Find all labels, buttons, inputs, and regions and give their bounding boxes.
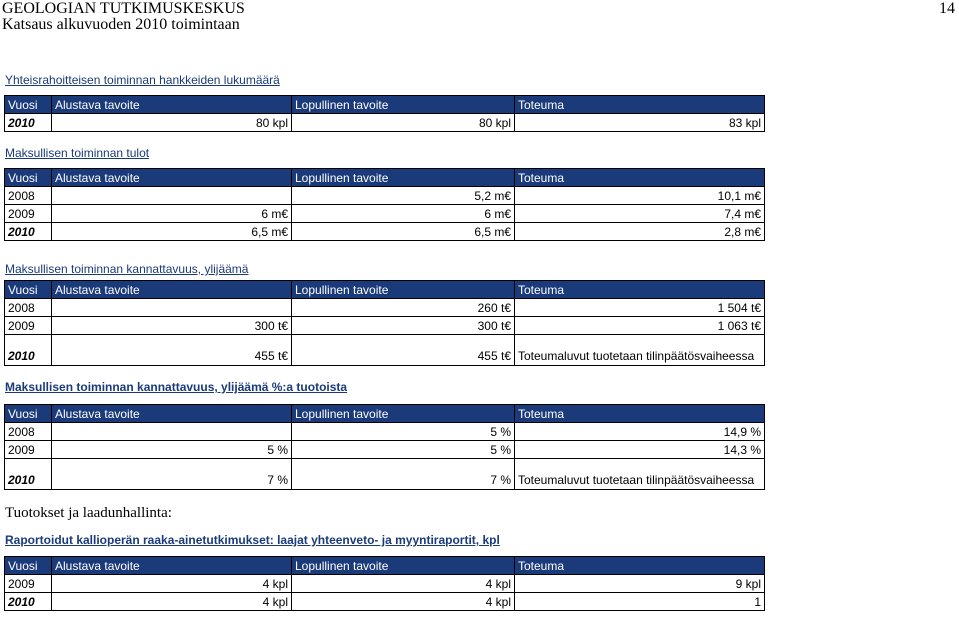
cell-initial: 300 t€ <box>52 317 292 335</box>
table-row <box>5 187 765 205</box>
table-header-row <box>5 281 765 299</box>
table-joint-funded <box>4 95 765 132</box>
table-header-row <box>5 96 765 114</box>
section-title-profitability-percent: Maksullisen toiminnan kannattavuus, ylijäämä %:a tuotoista <box>5 380 348 394</box>
col-final-target: Lopullinen tavoite <box>292 96 515 114</box>
col-initial-target: Alustava tavoite <box>52 405 292 423</box>
col-initial-target: Alustava tavoite <box>52 169 292 187</box>
cell-final: 7 % <box>292 459 515 490</box>
cell-initial <box>52 423 292 441</box>
table-row <box>5 441 765 459</box>
col-initial-target: Alustava tavoite <box>52 557 292 575</box>
col-year: Vuosi <box>5 557 52 575</box>
table-profitability <box>4 280 765 366</box>
cell-final: 80 kpl <box>292 114 515 132</box>
cell-initial: 5 % <box>52 441 292 459</box>
table-row <box>5 335 765 366</box>
cell-actual-note: Toteumaluvut tuotetaan tilinpäätösvaiheessa <box>515 459 765 490</box>
cell-actual: 7,4 m€ <box>515 205 765 223</box>
table-row <box>5 459 765 490</box>
table-bedrock-reports <box>4 556 765 611</box>
cell-year: 2010 <box>5 459 52 490</box>
cell-year: 2008 <box>5 423 52 441</box>
cell-actual: 1 504 t€ <box>515 299 765 317</box>
section-title-revenue: Maksullisen toiminnan tulot <box>5 146 150 160</box>
cell-final: 4 kpl <box>292 593 515 611</box>
cell-year: 2009 <box>5 575 52 593</box>
cell-initial: 4 kpl <box>52 593 292 611</box>
cell-final: 5,2 m€ <box>292 187 515 205</box>
cell-actual: 2,8 m€ <box>515 223 765 241</box>
cell-final: 5 % <box>292 441 515 459</box>
cell-year: 2008 <box>5 187 52 205</box>
cell-year: 2010 <box>5 335 52 366</box>
cell-final: 260 t€ <box>292 299 515 317</box>
organization-name: GEOLOGIAN TUTKIMUSKESKUS <box>2 0 245 17</box>
cell-actual-note: Toteumaluvut tuotetaan tilinpäätösvaiheessa <box>515 335 765 366</box>
table-row <box>5 223 765 241</box>
cell-actual: 83 kpl <box>515 114 765 132</box>
table-row <box>5 423 765 441</box>
cell-year: 2010 <box>5 223 52 241</box>
col-actual: Toteuma <box>515 96 765 114</box>
cell-year: 2009 <box>5 205 52 223</box>
cell-final: 300 t€ <box>292 317 515 335</box>
col-year: Vuosi <box>5 169 52 187</box>
outputs-quality-heading: Tuotokset ja laadunhallinta: <box>5 505 172 521</box>
col-year: Vuosi <box>5 96 52 114</box>
cell-year: 2010 <box>5 593 52 611</box>
cell-actual: 9 kpl <box>515 575 765 593</box>
cell-final: 6,5 m€ <box>292 223 515 241</box>
col-final-target: Lopullinen tavoite <box>292 169 515 187</box>
col-final-target: Lopullinen tavoite <box>292 557 515 575</box>
cell-final: 455 t€ <box>292 335 515 366</box>
col-actual: Toteuma <box>515 557 765 575</box>
cell-actual: 1 063 t€ <box>515 317 765 335</box>
cell-initial: 6,5 m€ <box>52 223 292 241</box>
table-row <box>5 575 765 593</box>
cell-initial: 6 m€ <box>52 205 292 223</box>
cell-initial: 455 t€ <box>52 335 292 366</box>
cell-final: 5 % <box>292 423 515 441</box>
cell-actual: 1 <box>515 593 765 611</box>
col-year: Vuosi <box>5 281 52 299</box>
cell-final: 4 kpl <box>292 575 515 593</box>
table-row <box>5 317 765 335</box>
col-initial-target: Alustava tavoite <box>52 96 292 114</box>
table-header-row <box>5 405 765 423</box>
cell-actual: 10,1 m€ <box>515 187 765 205</box>
col-actual: Toteuma <box>515 405 765 423</box>
cell-year: 2009 <box>5 441 52 459</box>
col-year: Vuosi <box>5 405 52 423</box>
col-initial-target: Alustava tavoite <box>52 281 292 299</box>
cell-year: 2010 <box>5 114 52 132</box>
table-row <box>5 593 765 611</box>
col-actual: Toteuma <box>515 281 765 299</box>
table-header-row <box>5 169 765 187</box>
cell-actual: 14,9 % <box>515 423 765 441</box>
cell-initial <box>52 187 292 205</box>
col-actual: Toteuma <box>515 169 765 187</box>
section-title-bedrock-reports: Raportoidut kallioperän raaka-ainetutkimukset: laajat yhteenveto- ja myyntiraportit, kpl <box>5 533 500 547</box>
cell-final: 6 m€ <box>292 205 515 223</box>
section-title-joint-funded: Yhteisrahoitteisen toiminnan hankkeiden lukumäärä <box>5 73 280 87</box>
section-title-profitability: Maksullisen toiminnan kannattavuus, ylijäämä <box>5 262 249 276</box>
page-number: 14 <box>939 0 955 17</box>
cell-year: 2008 <box>5 299 52 317</box>
table-revenue <box>4 168 765 241</box>
table-header-row <box>5 557 765 575</box>
cell-year: 2009 <box>5 317 52 335</box>
cell-initial: 80 kpl <box>52 114 292 132</box>
table-row <box>5 114 765 132</box>
cell-initial: 7 % <box>52 459 292 490</box>
cell-actual: 14,3 % <box>515 441 765 459</box>
col-final-target: Lopullinen tavoite <box>292 405 515 423</box>
report-subtitle: Katsaus alkuvuoden 2010 toimintaan <box>2 16 240 33</box>
table-profitability-percent <box>4 404 765 490</box>
cell-initial <box>52 299 292 317</box>
cell-initial: 4 kpl <box>52 575 292 593</box>
table-row <box>5 299 765 317</box>
col-final-target: Lopullinen tavoite <box>292 281 515 299</box>
table-row <box>5 205 765 223</box>
